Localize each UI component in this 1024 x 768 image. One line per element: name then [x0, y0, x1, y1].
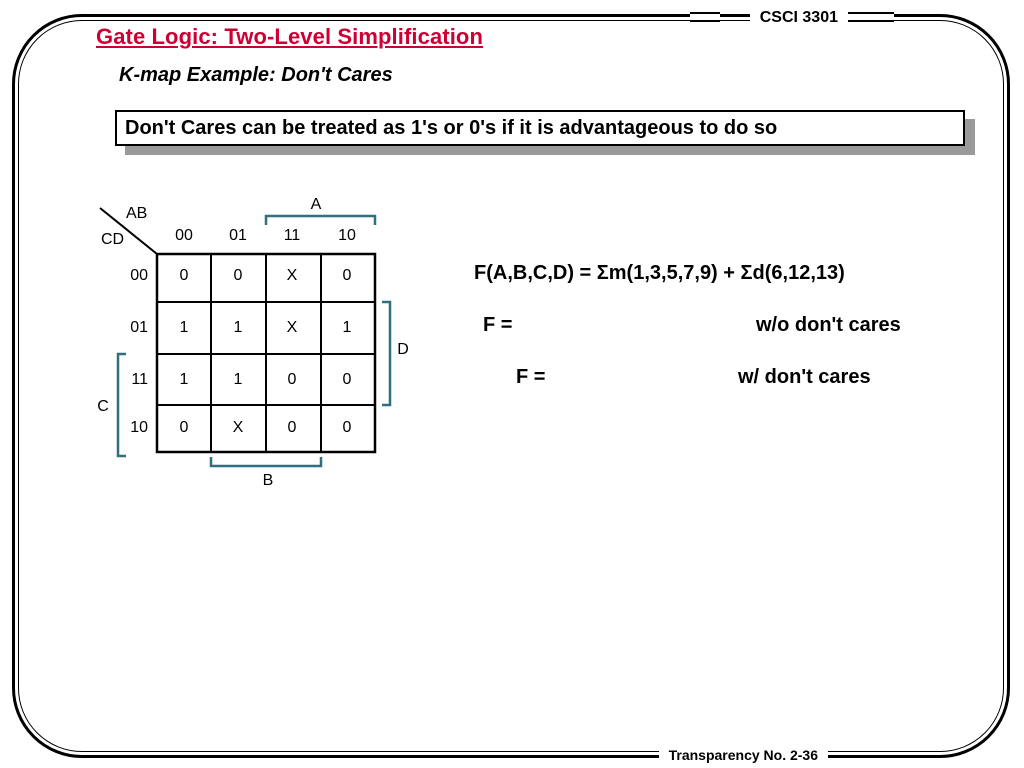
slide-title: Gate Logic: Two-Level Simplification	[96, 24, 484, 49]
bracket-d	[382, 302, 390, 405]
kmap-cell: 0	[179, 419, 189, 436]
bracket-label-b: B	[262, 472, 274, 489]
kmap-cell: 0	[179, 267, 189, 284]
kmap-corner-cd: CD	[101, 231, 125, 248]
kmap-cell: 1	[342, 319, 352, 336]
kmap-cell: 0	[342, 371, 352, 388]
bracket-a	[266, 216, 375, 225]
kmap-cell: 1	[233, 319, 243, 336]
bracket-b	[211, 457, 321, 466]
kmap-cell: 1	[179, 319, 189, 336]
f-with-label: F =	[516, 366, 546, 388]
kmap-cell: 1	[233, 371, 243, 388]
f-without-note: w/o don't cares	[756, 314, 901, 336]
f-with-note: w/ don't cares	[738, 366, 871, 388]
kmap-cell: X	[286, 319, 298, 336]
kmap-cell: 0	[342, 267, 352, 284]
course-label: CSCI 3301	[750, 6, 848, 30]
kmap-cell: 0	[287, 371, 297, 388]
slide-subtitle: K-map Example: Don't Cares	[119, 64, 393, 86]
kmap-cell: X	[232, 419, 244, 436]
transparency-number: Transparency No. 2-36	[659, 745, 828, 765]
bracket-label-c: C	[97, 398, 109, 415]
bracket-label-a: A	[310, 196, 322, 213]
col-header-00: 00	[175, 227, 193, 244]
note-box: Don't Cares can be treated as 1's or 0's if it is advantageous to do so	[115, 110, 965, 146]
col-header-01: 01	[229, 227, 247, 244]
function-definition: F(A,B,C,D) = Σm(1,3,5,7,9) + Σd(6,12,13)	[474, 262, 845, 284]
col-header-10: 10	[338, 227, 356, 244]
row-header-00: 00	[130, 267, 148, 284]
bracket-c	[118, 354, 126, 456]
kmap-corner-ab: AB	[126, 205, 148, 222]
row-header-11: 11	[131, 371, 148, 388]
f-without-label: F =	[483, 314, 513, 336]
row-header-10: 10	[130, 419, 148, 436]
kmap-cell: 0	[342, 419, 352, 436]
kmap-cell: 0	[233, 267, 243, 284]
bracket-label-d: D	[397, 341, 409, 358]
kmap-cell: X	[286, 267, 298, 284]
row-header-01: 01	[130, 319, 148, 336]
kmap-cell: 0	[287, 419, 297, 436]
col-header-11: 11	[283, 227, 301, 244]
kmap-cell: 1	[179, 371, 189, 388]
